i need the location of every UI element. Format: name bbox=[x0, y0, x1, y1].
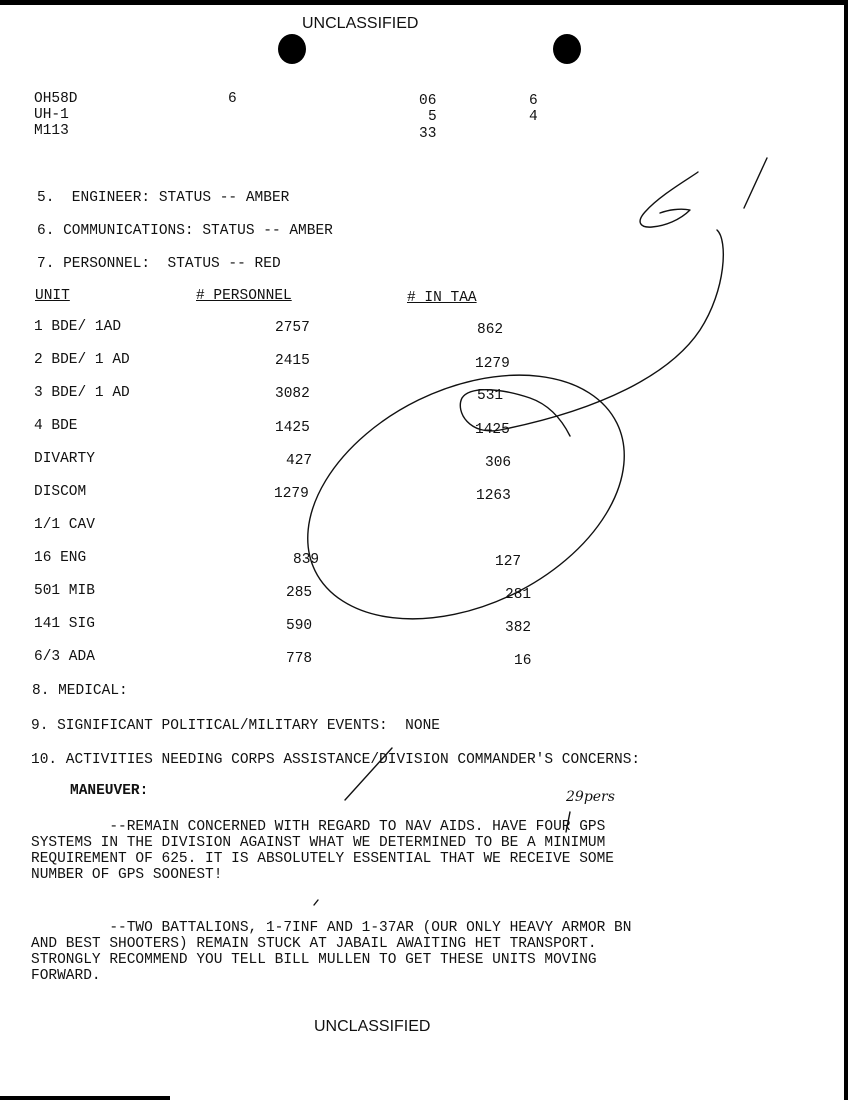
header-in-taa: # IN TAA bbox=[407, 290, 477, 306]
paragraph-line: STRONGLY RECOMMEND YOU TELL BILL MULLEN TO GET THESE UNITS MOVING bbox=[31, 952, 597, 968]
table-in-taa: 862 bbox=[477, 322, 504, 338]
equipment-value: 4 bbox=[529, 109, 538, 125]
engineer-status: 5. ENGINEER: STATUS -- AMBER bbox=[37, 190, 290, 206]
table-unit: 501 MIB bbox=[34, 583, 95, 599]
header-unit: UNIT bbox=[35, 288, 70, 304]
table-personnel: 1425 bbox=[275, 420, 310, 436]
scan-border-right bbox=[844, 0, 848, 1100]
equipment-value: 33 bbox=[419, 126, 437, 142]
table-in-taa: 1263 bbox=[476, 488, 511, 504]
handwritten-ellipse bbox=[268, 326, 665, 667]
table-personnel: 2757 bbox=[275, 320, 310, 336]
table-personnel: 2415 bbox=[275, 353, 310, 369]
punch-hole-left bbox=[278, 34, 306, 64]
political-events-section: 9. SIGNIFICANT POLITICAL/MILITARY EVENTS: NONE bbox=[31, 718, 440, 734]
table-personnel: 590 bbox=[286, 618, 313, 634]
paragraph-line: NUMBER OF GPS SOONEST! bbox=[31, 867, 223, 883]
maneuver-heading: MANEUVER: bbox=[70, 783, 149, 799]
paragraph-line: --REMAIN CONCERNED WITH REGARD TO NAV AIDS. HAVE FOUR GPS bbox=[31, 819, 606, 835]
equipment-name: M113 bbox=[34, 123, 69, 139]
table-in-taa: 1425 bbox=[475, 422, 510, 438]
communications-status: 6. COMMUNICATIONS: STATUS -- AMBER bbox=[37, 223, 333, 239]
table-in-taa: 306 bbox=[485, 455, 512, 471]
personnel-status: 7. PERSONNEL: STATUS -- RED bbox=[37, 256, 281, 272]
equipment-value: 5 bbox=[428, 109, 437, 125]
table-in-taa: 531 bbox=[477, 388, 504, 404]
equipment-name: OH58D bbox=[34, 91, 78, 107]
handwritten-mark bbox=[314, 900, 318, 905]
table-personnel: 778 bbox=[286, 651, 313, 667]
table-personnel: 285 bbox=[286, 585, 313, 601]
medical-section: 8. MEDICAL: bbox=[32, 683, 128, 699]
paragraph-line: FORWARD. bbox=[31, 968, 101, 984]
table-personnel: 1279 bbox=[274, 486, 309, 502]
table-personnel: 839 bbox=[293, 552, 320, 568]
handwritten-scribble: 29pers bbox=[566, 789, 615, 805]
table-unit: 6/3 ADA bbox=[34, 649, 95, 665]
table-in-taa: 281 bbox=[505, 587, 532, 603]
table-in-taa: 16 bbox=[514, 653, 532, 669]
scan-border-bottom bbox=[0, 1096, 170, 1100]
table-unit: DISCOM bbox=[34, 484, 87, 500]
paragraph-line: SYSTEMS IN THE DIVISION AGAINST WHAT WE DETERMINED TO BE A MINIMUM bbox=[31, 835, 606, 851]
activities-section: 10. ACTIVITIES NEEDING CORPS ASSISTANCE/DIVISION COMMANDER'S CONCERNS: bbox=[31, 752, 641, 768]
handwritten-g-mark bbox=[640, 172, 698, 227]
table-personnel: 427 bbox=[286, 453, 313, 469]
table-unit: 141 SIG bbox=[34, 616, 95, 632]
footer-classification: UNCLASSIFIED bbox=[314, 1018, 431, 1035]
table-unit: DIVARTY bbox=[34, 451, 95, 467]
table-personnel: 3082 bbox=[275, 386, 310, 402]
table-unit: 1 BDE/ 1AD bbox=[34, 319, 122, 335]
paragraph-line: --TWO BATTALIONS, 1-7INF AND 1-37AR (OUR ONLY HEAVY ARMOR BN bbox=[31, 920, 632, 936]
handwritten-slash-mark bbox=[744, 158, 767, 208]
table-unit: 3 BDE/ 1 AD bbox=[34, 385, 130, 401]
scan-border-top bbox=[0, 0, 848, 5]
equipment-value: 6 bbox=[228, 91, 237, 107]
paragraph-line: AND BEST SHOOTERS) REMAIN STUCK AT JABAIL AWAITING HET TRANSPORT. bbox=[31, 936, 597, 952]
equipment-value: 06 bbox=[419, 93, 437, 109]
table-in-taa: 1279 bbox=[475, 356, 510, 372]
paragraph-line: REQUIREMENT OF 625. IT IS ABSOLUTELY ESSENTIAL THAT WE RECEIVE SOME bbox=[31, 851, 614, 867]
punch-hole-right bbox=[553, 34, 581, 64]
equipment-value: 6 bbox=[529, 93, 538, 109]
table-unit: 1/1 CAV bbox=[34, 517, 95, 533]
header-classification: UNCLASSIFIED bbox=[302, 15, 419, 32]
table-unit: 4 BDE bbox=[34, 418, 78, 434]
table-unit: 2 BDE/ 1 AD bbox=[34, 352, 130, 368]
table-unit: 16 ENG bbox=[34, 550, 87, 566]
table-in-taa: 382 bbox=[505, 620, 532, 636]
equipment-name: UH-1 bbox=[34, 107, 69, 123]
header-personnel: # PERSONNEL bbox=[196, 288, 292, 304]
table-in-taa: 127 bbox=[495, 554, 522, 570]
